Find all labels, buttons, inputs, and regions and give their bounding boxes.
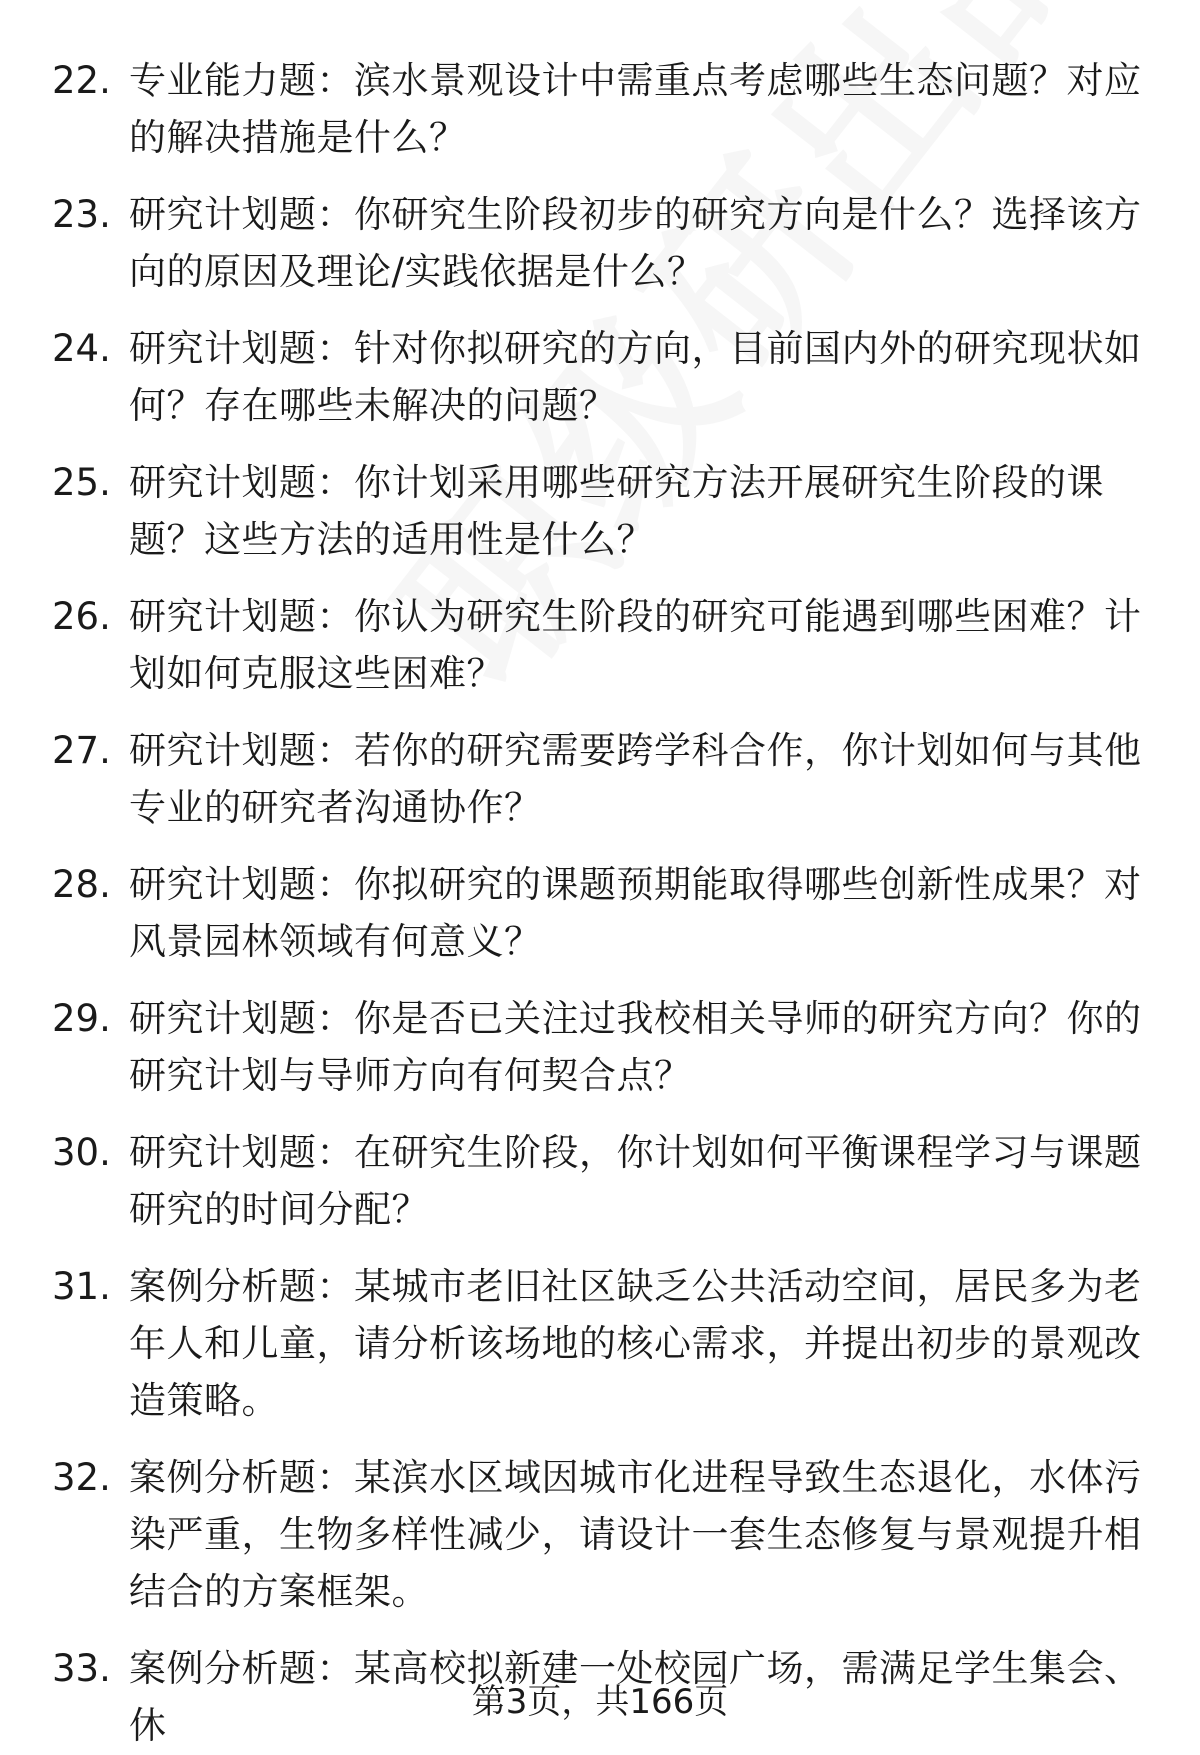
question-number: 33. (52, 1647, 111, 1690)
question-text: 案例分析题：某高校拟新建一处校园广场，需满足学生集会、休 (129, 1647, 1142, 1747)
question-text: 案例分析题：某滨水区域因城市化进程导致生态退化，水体污染严重，生物多样性减少，请设计一套生态修复与景观提升相结合的方案框架。 (129, 1456, 1142, 1613)
question-number: 23. (52, 193, 111, 236)
list-item (52, 588, 1162, 702)
list-item (52, 722, 1162, 836)
list-item (52, 1258, 1162, 1429)
question-text: 研究计划题：你是否已关注过我校相关导师的研究方向？你的研究计划与导师方向有何契合点？ (129, 997, 1142, 1097)
page-footer: 第3页，共166页 (471, 1682, 729, 1722)
list-item (52, 320, 1162, 434)
question-number: 27. (52, 729, 111, 772)
question-number: 31. (52, 1265, 111, 1308)
question-text: 研究计划题：若你的研究需要跨学科合作，你计划如何与其他专业的研究者沟通协作？ (129, 729, 1142, 829)
question-text: 研究计划题：你计划采用哪些研究方法开展研究生阶段的课题？这些方法的适用性是什么？ (129, 461, 1104, 561)
list-item (52, 856, 1162, 970)
question-number: 25. (52, 461, 111, 504)
question-text: 研究计划题：针对你拟研究的方向，目前国内外的研究现状如何？存在哪些未解决的问题？ (129, 327, 1142, 427)
question-number: 30. (52, 1131, 111, 1174)
list-item (52, 990, 1162, 1104)
question-text: 研究计划题：在研究生阶段，你计划如何平衡课程学习与课题研究的时间分配？ (129, 1131, 1142, 1231)
question-number: 22. (52, 59, 111, 102)
list-item (52, 186, 1162, 300)
question-text: 研究计划题：你拟研究的课题预期能取得哪些创新性成果？对风景园林领域有何意义？ (129, 863, 1142, 963)
list-item (52, 454, 1162, 568)
question-text: 研究计划题：你认为研究生阶段的研究可能遇到哪些困难？计划如何克服这些困难？ (129, 595, 1142, 695)
question-text: 专业能力题：滨水景观设计中需重点考虑哪些生态问题？对应的解决措施是什么？ (129, 59, 1142, 159)
question-list (52, 52, 1162, 1755)
list-item (52, 1449, 1162, 1620)
list-item (52, 1124, 1162, 1238)
list-item (52, 52, 1162, 166)
question-number: 28. (52, 863, 111, 906)
question-number: 24. (52, 327, 111, 370)
question-number: 32. (52, 1456, 111, 1499)
question-number: 29. (52, 997, 111, 1040)
question-number: 26. (52, 595, 111, 638)
question-text: 研究计划题：你研究生阶段初步的研究方向是什么？选择该方向的原因及理论/实践依据是什么？ (129, 193, 1142, 293)
question-text: 案例分析题：某城市老旧社区缺乏公共活动空间，居民多为老年人和儿童，请分析该场地的核心需求，并提出初步的景观改造策略。 (129, 1265, 1142, 1422)
